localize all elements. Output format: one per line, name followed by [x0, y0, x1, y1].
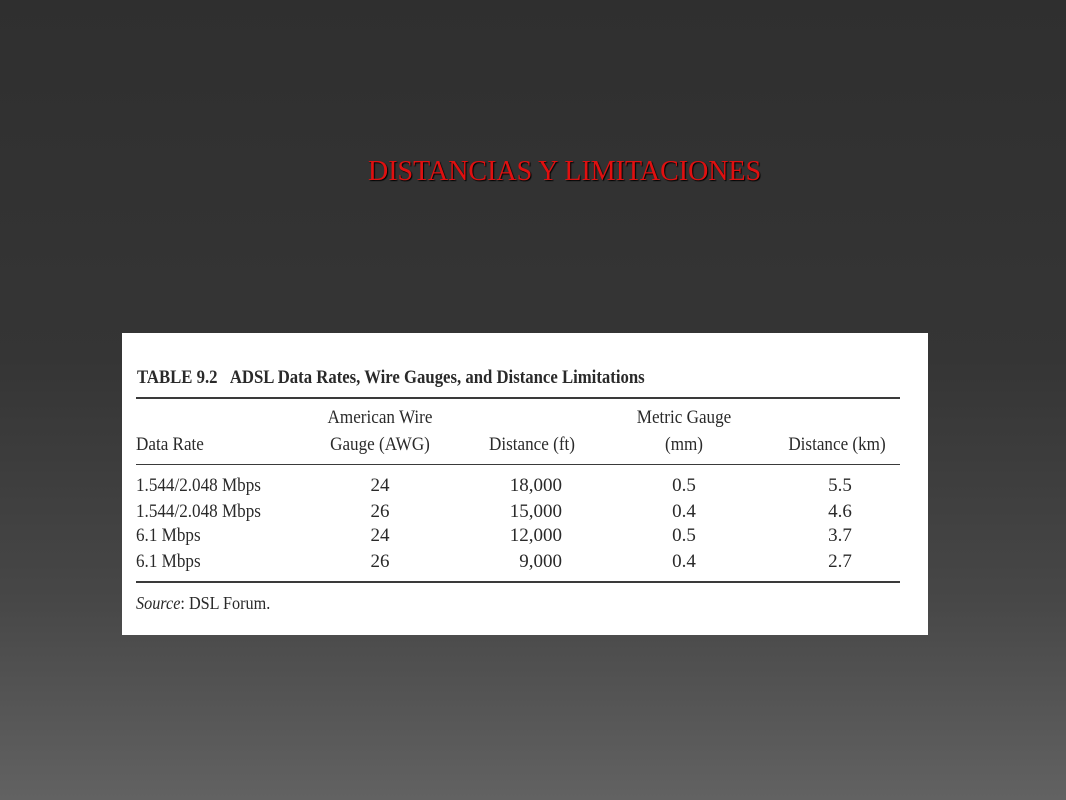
header-data-rate: Data Rate: [136, 434, 204, 455]
cell-distance-km: 5.5: [828, 475, 852, 496]
cell-awg: 24: [370, 525, 390, 546]
header-awg-line1: American Wire: [327, 407, 433, 428]
table-source: [136, 593, 270, 614]
header-distance-km: Distance (km): [788, 434, 886, 455]
table-caption: [137, 367, 645, 389]
header-distance-ft: Distance (ft): [489, 434, 575, 455]
cell-awg: 24: [370, 475, 390, 496]
source-text: : DSL Forum.: [180, 593, 271, 613]
cell-metric-gauge: 0.5: [672, 525, 696, 546]
table-caption-text: ADSL Data Rates, Wire Gauges, and Distance Limitations: [229, 367, 645, 388]
cell-awg: 26: [370, 551, 390, 572]
cell-distance-ft: 15,000: [509, 501, 562, 522]
cell-metric-gauge: 0.4: [672, 551, 696, 572]
cell-distance-ft: 9,000: [519, 551, 562, 572]
table-top-rule: [136, 397, 900, 399]
header-metric-line1: Metric Gauge: [636, 407, 732, 428]
cell-data-rate: 1.544/2.048 Mbps: [136, 475, 261, 496]
slide-title: DISTANCIAS Y LIMITACIONES: [368, 156, 762, 187]
table-number: TABLE 9.2: [137, 367, 218, 388]
header-metric-line2: (mm): [665, 434, 703, 455]
cell-data-rate: 1.544/2.048 Mbps: [136, 501, 261, 522]
cell-distance-km: 2.7: [828, 551, 852, 572]
cell-distance-km: 3.7: [828, 525, 852, 546]
cell-data-rate: 6.1 Mbps: [136, 551, 201, 572]
source-label: Source: [136, 593, 181, 613]
cell-awg: 26: [370, 501, 390, 522]
cell-metric-gauge: 0.4: [672, 501, 696, 522]
cell-metric-gauge: 0.5: [672, 475, 696, 496]
cell-distance-ft: 18,000: [509, 475, 562, 496]
cell-distance-ft: 12,000: [509, 525, 562, 546]
table-bottom-rule: [136, 581, 900, 583]
header-awg-line2: Gauge (AWG): [330, 434, 430, 455]
table-header-rule: [136, 464, 900, 465]
adsl-table-image: [122, 333, 928, 635]
cell-distance-km: 4.6: [828, 501, 852, 522]
cell-data-rate: 6.1 Mbps: [136, 525, 201, 546]
